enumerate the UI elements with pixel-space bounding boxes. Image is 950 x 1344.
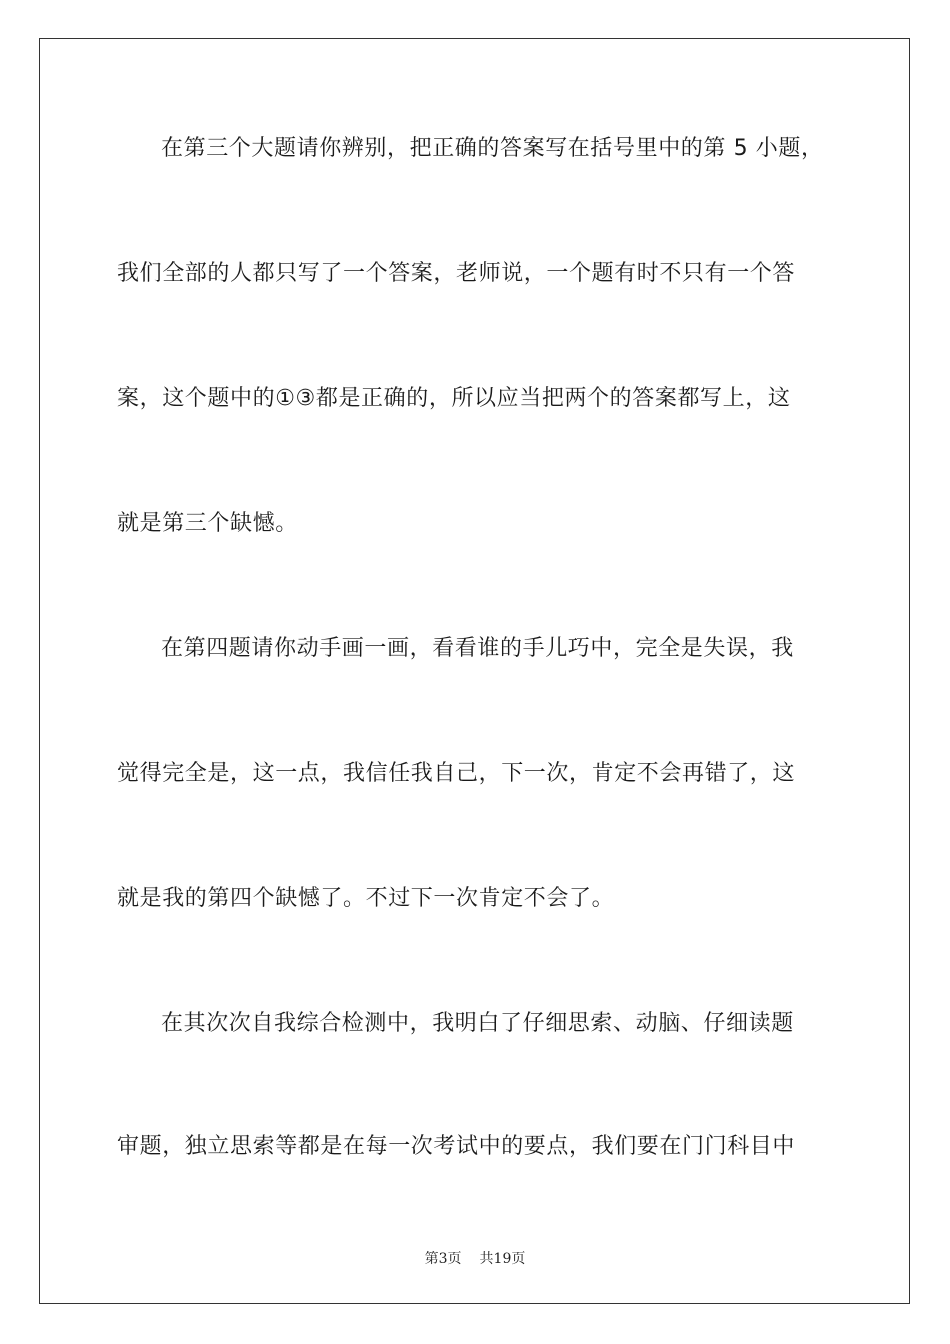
page-border (39, 38, 910, 1304)
text-line: 在第三个大题请你辨别，把正确的答案写在括号里中的第 5 小题， (161, 136, 824, 161)
page-number-current: 第3页 (424, 1251, 462, 1267)
text-line: 就是第三个缺憾。 (117, 511, 298, 536)
text-line: 在第四题请你动手画一画，看看谁的手儿巧中，完全是失误，我 (161, 636, 794, 661)
page-number-total: 共19页 (479, 1251, 526, 1267)
text-line: 审题，独立思索等都是在每一次考试中的要点，我们要在门门科目中 (117, 1134, 796, 1159)
text-line: 觉得完全是，这一点，我信任我自己，下一次，肯定不会再错了，这 (117, 761, 796, 786)
text-line: 我们全部的人都只写了一个答案，老师说，一个题有时不只有一个答 (117, 261, 796, 286)
text-line: 就是我的第四个缺憾了。不过下一次肯定不会了。 (117, 886, 615, 911)
text-line: 案，这个题中的①③都是正确的，所以应当把两个的答案都写上，这 (117, 386, 791, 411)
text-line: 在其次次自我综合检测中，我明白了仔细思索、动脑、仔细读题 (161, 1011, 794, 1036)
page-footer (0, 1248, 950, 1268)
